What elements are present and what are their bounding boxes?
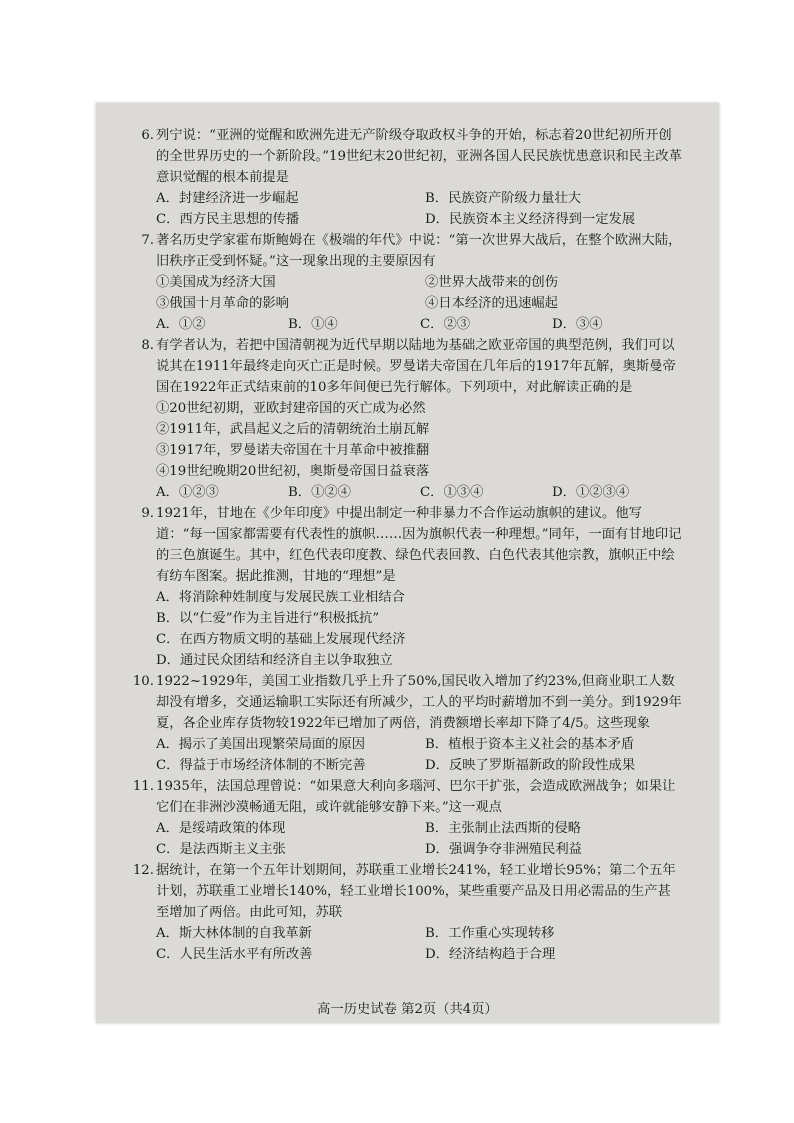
options (156, 482, 684, 503)
statement-4: ④19世纪晚期20世纪初，奥斯曼帝国日益衰落 (156, 464, 430, 479)
sub-statements (156, 272, 684, 314)
question-number: 8. (141, 338, 154, 353)
options (156, 818, 684, 860)
statement-2: ②1911年，武昌起义之后的清朝统治土崩瓦解 (156, 422, 430, 437)
option-c: C．②③ (420, 317, 471, 332)
question-stem: 1922~1929年，美国工业指数几乎上升了50%,国民收入增加了约23%,但商业职工人数却没有增多，交通运输职工实际还有所减少，工人的平均时薪增加不到一美分。到1929年夏，各企业库存货物较1922年已增加了两倍，消费额增长率却下降了4/5。这些现象 (156, 674, 682, 731)
option-d: D．强调争夺非洲殖民利益 (425, 842, 582, 857)
question-stem: 据统计，在第一个五年计划期间，苏联重工业增长241%，轻工业增长95%；第二个五年计划，苏联重工业增长140%，轻工业增长100%，某些重要产品及日用必需品的生产甚至增加了两倍。由此可知，苏联 (156, 863, 676, 920)
option-b: B．主张制止法西斯的侵略 (425, 821, 582, 836)
options (156, 188, 684, 230)
options (156, 923, 684, 965)
option-b: B．①②④ (288, 485, 351, 500)
options (156, 734, 684, 776)
question-stem: 有学者认为，若把中国清朝视为近代早期以陆地为基础之欧亚帝国的典型范例，我们可以说其在1911年最终走向灭亡正是时候。罗曼诺夫帝国在几年后的1917年瓦解，奥斯曼帝国在1922年正式结束前的10多年间便已先行解体。下列项中，对此解读正确的是 (156, 338, 676, 395)
option-b: B．工作重心实现转移 (425, 926, 555, 941)
question-number: 6. (141, 128, 154, 143)
question-7 (132, 230, 684, 335)
question-8 (132, 335, 684, 503)
option-a: A．①②③ (156, 485, 219, 500)
question-list (132, 125, 684, 965)
option-c: C．在西方物质文明的基础上发展现代经济 (156, 632, 406, 647)
options (156, 314, 684, 335)
sub-statements (156, 398, 684, 482)
option-d: D．民族资本主义经济得到一定发展 (425, 212, 636, 227)
statement-3: ③俄国十月革命的影响 (156, 296, 289, 311)
question-11 (132, 776, 684, 860)
question-stem: 著名历史学家霍布斯鲍姆在《极端的年代》中说：“第一次世界大战后，在整个欧洲大陆，旧秩序正受到怀疑。”这一现象出现的主要原因有 (156, 233, 682, 269)
question-stem: 列宁说：“亚洲的觉醒和欧洲先进无产阶级夺取政权斗争的开始，标志着20世纪初所开创的全世界历史的一个新阶段。”19世纪末20世纪初，亚洲各国人民民族忧患意识和民主改革意识觉醒的根本前提是 (156, 128, 682, 185)
statement-1: ①20世纪初期，亚欧封建帝国的灭亡成为必然 (156, 401, 426, 416)
option-c: C．①③④ (420, 485, 484, 500)
option-d: D．③④ (552, 317, 603, 332)
option-c: C．人民生活水平有所改善 (156, 947, 313, 962)
statement-3: ③1917年，罗曼诺夫帝国在十月革命中被推翻 (156, 443, 430, 458)
page-footer: 高一历史试卷 第2页（共4页） (317, 1002, 498, 1017)
question-9 (132, 503, 684, 671)
option-a: A．揭示了美国出现繁荣局面的原因 (156, 737, 366, 752)
option-d: D．反映了罗斯福新政的阶段性成果 (425, 758, 636, 773)
question-number: 11. (132, 779, 154, 794)
statement-2: ②世界大战带来的创伤 (425, 275, 558, 290)
option-d: D．①②③④ (552, 485, 630, 500)
question-number: 12. (132, 863, 154, 878)
options (156, 587, 684, 671)
question-number: 7. (141, 233, 154, 248)
option-a: A．将消除种姓制度与发展民族工业相结合 (156, 590, 405, 605)
exam-page (96, 103, 719, 1023)
option-b: B．①④ (288, 317, 338, 332)
question-number: 10. (132, 674, 154, 689)
option-a: A．封建经济进一步崛起 (156, 191, 299, 206)
question-6 (132, 125, 684, 230)
option-b: B．民族资产阶级力量壮大 (425, 191, 582, 206)
option-c: C．得益于市场经济体制的不断完善 (156, 758, 366, 773)
option-b: B．植根于资本主义社会的基本矛盾 (425, 737, 635, 752)
option-a: A．①② (156, 317, 206, 332)
option-c: C．是法西斯主义主张 (156, 842, 286, 857)
option-d: D．通过民众团结和经济自主以争取独立 (156, 653, 393, 668)
question-10 (132, 671, 684, 776)
question-stem: 1935年，法国总理曾说：“如果意大利向多瑙河、巴尔干扩张，会造成欧洲战争；如果让它们在非洲沙漠畅通无阻，或许就能够安静下来。”这一观点 (156, 779, 676, 815)
question-number: 9. (141, 506, 154, 521)
question-12 (132, 860, 684, 965)
statement-4: ④日本经济的迅速崛起 (425, 296, 558, 311)
option-a: A．斯大林体制的自我革新 (156, 926, 312, 941)
option-b: B．以“仁爱”作为主旨进行“积极抵抗” (156, 611, 380, 626)
question-stem: 1921年，甘地在《少年印度》中提出制定一种非暴力不合作运动旗帜的建议。他写道：“每一国家都需要有代表性的旗帜……因为旗帜代表一种理想。”同年，一面有甘地印记的三色旗诞生。其中，红色代表印度教、绿色代表回教、白色代表其他宗教，旗帜正中绘有纺车图案。据此推测，甘地的“理想”是 (156, 506, 682, 584)
statement-1: ①美国成为经济大国 (156, 275, 276, 290)
option-a: A．是绥靖政策的体现 (156, 821, 286, 836)
option-c: C．西方民主思想的传播 (156, 212, 300, 227)
option-d: D．经济结构趋于合理 (425, 947, 556, 962)
